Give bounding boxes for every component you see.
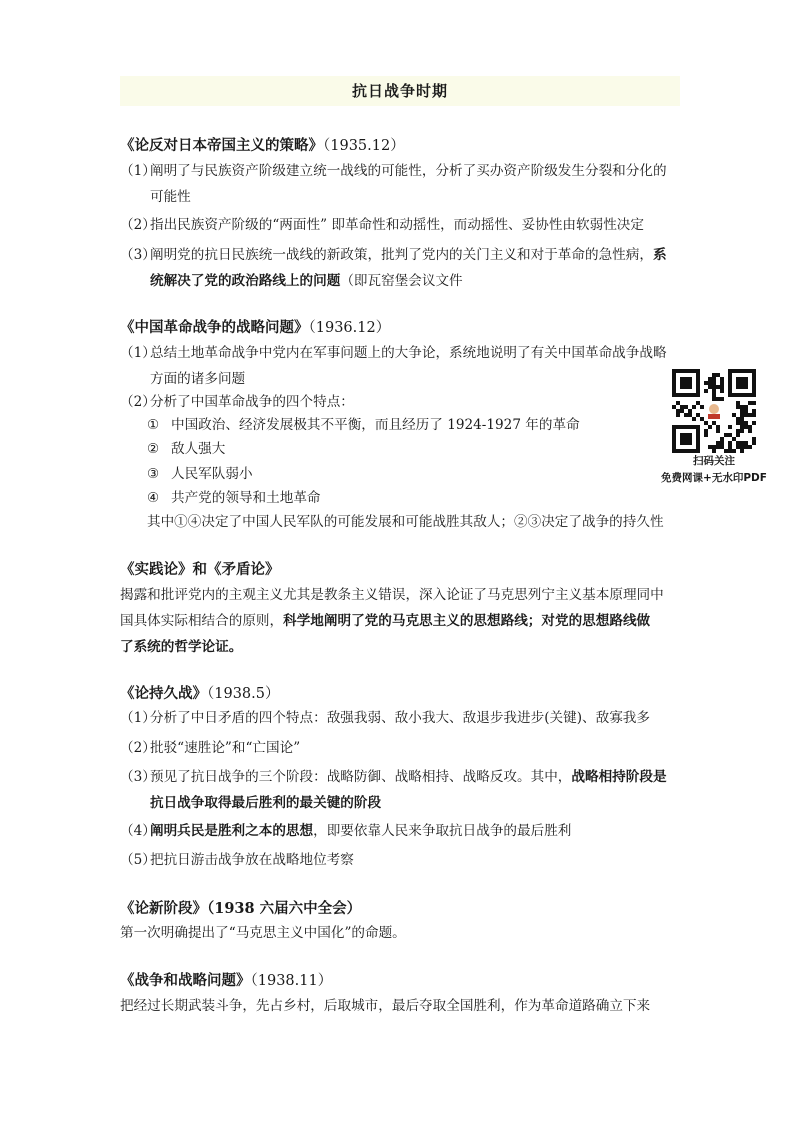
heading-year: （1938.5） (207, 686, 280, 702)
qr-label-scan: 扫码关注 (693, 455, 735, 467)
section-heading-war-problems (120, 971, 332, 991)
item-text-plain: 阐明党的抗日民族统一战线的新政策，批判了党内的关门主义和对于革命的急性病， (150, 247, 653, 263)
item-number: （2） (120, 394, 156, 410)
paragraph-line: 第一次明确提出了“马克思主义中国化”的命题。 (120, 925, 406, 941)
item-text: 批驳“速胜论”和“亡国论” (150, 740, 301, 756)
item-text-bold: 阐明兵民是胜利之本的思想 (150, 823, 314, 839)
sub-text: 人民军队弱小 (171, 466, 253, 482)
item-number: （1） (120, 345, 156, 361)
sub-item (147, 485, 667, 511)
paragraph-plain: 国具体实际相结合的原则， (120, 613, 284, 629)
heading-year: （1938.11） (250, 973, 333, 989)
sub-number: ③ (147, 466, 160, 482)
summary-text: 其中①④决定了中国人民军队的可能发展和可能战胜其敌人；②③决定了战争的持久性 (147, 514, 664, 530)
item-text-plain: 预见了抗日战争的三个阶段：战略防御、战略相持、战略反攻。其中， (150, 769, 572, 785)
item-text-cont (120, 790, 686, 816)
item-number: （3） (120, 769, 156, 785)
item-text (120, 764, 686, 790)
qr-promo (654, 369, 774, 487)
item-text-bold: 战略相持阶段是 (571, 769, 667, 785)
list-item (120, 705, 686, 731)
list-item (120, 158, 686, 210)
heading-year: （1938 六届六中全会） (207, 900, 362, 917)
sub-item (147, 412, 667, 438)
heading-text: 《战争和战略问题》 (120, 972, 251, 989)
paragraph-bold: 了系统的哲学论证。 (120, 639, 243, 655)
item-text-bold: 统解决了党的政治路线上的问题 (150, 273, 341, 289)
sub-text: 敌人强大 (171, 441, 226, 457)
item-text-cont: 方面的诸多问题 (150, 371, 246, 387)
sub-item (147, 436, 667, 462)
sub-number: ② (147, 441, 160, 457)
paragraph-line: 揭露和批评党内的主观主义尤其是教条主义错误，深入论证了马克思列宁主义基本原理同中 (120, 587, 664, 603)
heading-year: （1936.12） (308, 320, 391, 336)
section-heading-protracted-war (120, 684, 280, 704)
section-heading-war-strategy (120, 318, 390, 338)
sub-number: ① (147, 417, 160, 433)
heading-text: 《中国革命战争的战略问题》 (120, 319, 309, 336)
item-text-bold: 抗日战争取得最后胜利的最关键的阶段 (150, 795, 382, 811)
item-text: 分析了中国革命战争的四个特点： (150, 394, 354, 410)
list-item (120, 340, 686, 392)
item-text-tail: （即瓦窑堡会议文件 (340, 273, 463, 289)
list-item (120, 764, 686, 816)
item-text: 总结土地革命战争中党内在军事问题上的大争论，系统地说明了有关中国革命战争战略 (150, 345, 667, 361)
paragraph (120, 582, 686, 660)
item-number: （1） (120, 710, 156, 726)
item-number: （1） (120, 163, 156, 179)
item-text-bold: 系 (652, 247, 667, 263)
sub-text: 中国政治、经济发展极其不平衡，而且经历了 1924-1927 年的革命 (171, 417, 580, 433)
item-text: 指出民族资产阶级的“两面性” 即革命性和动摇性，而动摇性、妥协性由软弱性决定 (150, 217, 644, 233)
item-text-plain: ，即要依靠人民来争取抗日战争的最后胜利 (313, 823, 572, 839)
paragraph-line (120, 634, 686, 660)
item-text: 分析了中日矛盾的四个特点：敌强我弱、敌小我大、敌退步我进步(关键)、敌寡我多 (150, 710, 650, 726)
section-heading-new-stage (120, 899, 361, 919)
heading-text: 《论持久战》 (120, 685, 207, 702)
item-number: （2） (120, 740, 156, 756)
item-text: 阐明了与民族资产阶级建立统一战线的可能性，分析了买办资产阶级发生分裂和分化的 (150, 163, 667, 179)
paragraph-bold: 科学地阐明了党的马克思主义的思想路线；对党的思想路线做 (283, 613, 651, 629)
item-text: 把抗日游击战争放在战略地位考察 (150, 852, 354, 868)
qr-code-icon (672, 369, 756, 453)
item-number: （2） (120, 217, 156, 233)
section-heading-practice: 《实践论》和《矛盾论》 (120, 561, 280, 578)
paragraph-line (120, 608, 686, 634)
heading-text: 《论新阶段》 (120, 900, 207, 917)
item-number: （5） (120, 852, 156, 868)
item-text (120, 242, 686, 268)
sub-number: ④ (147, 490, 160, 506)
section-heading-strategy (120, 136, 405, 156)
item-text-cont (120, 268, 686, 294)
qr-label-promo: 免费网课+无水印PDF (661, 472, 767, 484)
page-title: 抗日战争时期 (120, 76, 680, 106)
list-item (120, 242, 686, 294)
heading-text: 《论反对日本帝国主义的策略》 (120, 137, 323, 154)
item-number: （4） (120, 823, 156, 839)
list-item (120, 818, 686, 844)
sub-text: 共产党的领导和土地革命 (171, 490, 321, 506)
item-number: （3） (120, 247, 156, 263)
paragraph-line: 把经过长期武装斗争，先占乡村，后取城市，最后夺取全国胜利，作为革命道路确立下来 (120, 998, 651, 1014)
item-text-cont: 可能性 (150, 189, 191, 205)
item-text (120, 818, 686, 844)
heading-year: （1935.12） (323, 138, 405, 154)
list-item (120, 735, 686, 761)
list-item (120, 847, 686, 873)
sub-item (147, 461, 667, 487)
list-item (120, 212, 686, 238)
